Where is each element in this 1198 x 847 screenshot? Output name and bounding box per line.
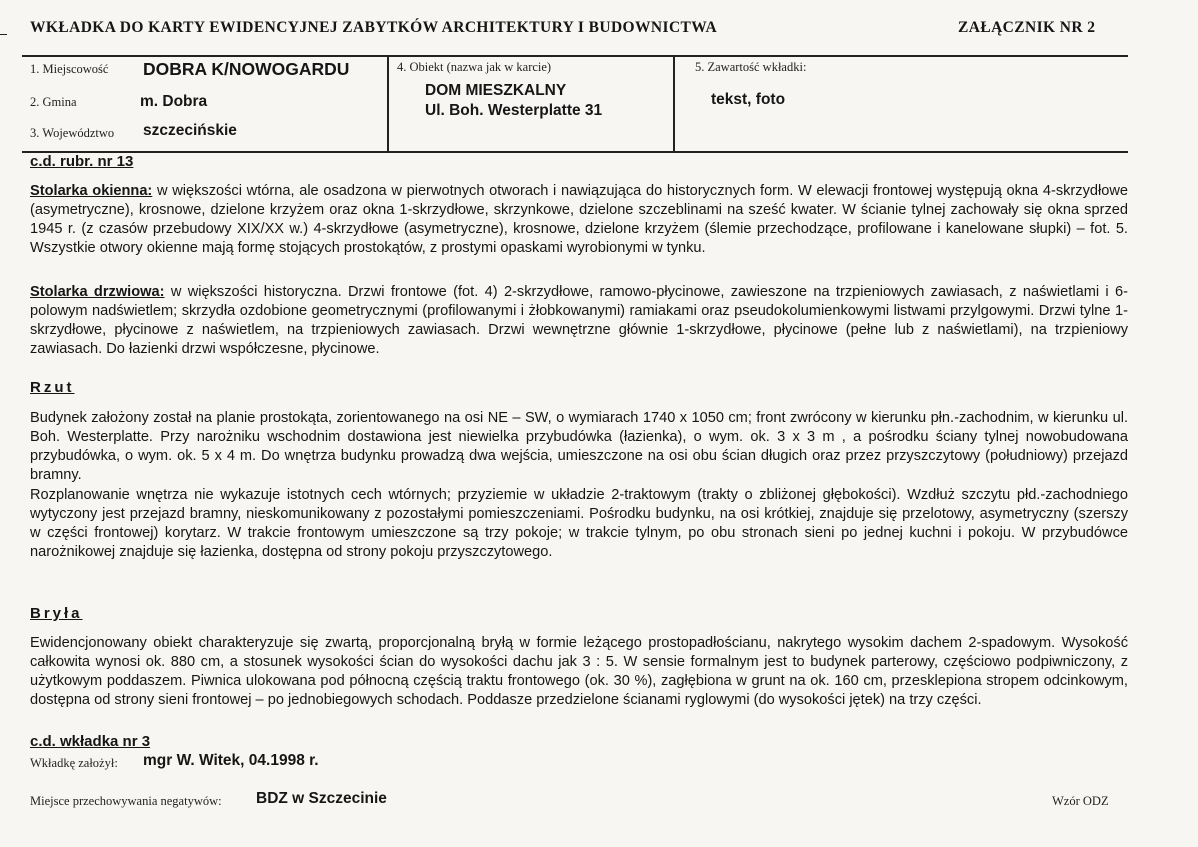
- author-value: mgr W. Witek, 04.1998 r.: [143, 752, 319, 769]
- negatives-value: BDZ w Szczecinie: [256, 790, 387, 807]
- locality-field: [30, 60, 108, 78]
- commune-label: 2. Gmina: [30, 95, 77, 109]
- windows-paragraph: [30, 182, 1128, 258]
- annex-number: ZAŁĄCZNIK NR 2: [958, 19, 1096, 36]
- commune-value: m. Dobra: [140, 93, 208, 110]
- locality-label: 1. Miejscowość: [30, 62, 109, 76]
- field-bottom-rule: [22, 151, 1128, 153]
- continuation-bottom: c.d. wkładka nr 3: [30, 733, 151, 750]
- windows-text: w większości wtórna, ale osadzona w pierwotnych otworach i nawiązująca do historycznych form. W elewacji frontowej występują okna 4-skrzydłowe (asymetryczne), krosnowe, dzielone krzyżem oraz okna 1-skrzydłowe, skrzynkowe, dzielone szczeblinami na sześć kwater. W ścianie tylnej zachowały się okna sprzed 1945 r. (z czasów przebudowy XIX/XX w.) 4-skrzydłowe (asymetryczne), krosnowe, dzielone krzyżem (ślemie przechodzące, profilowane i kanelowane słupki) – fot. 5. Wszystkie otwory okienne mają formę stojących prostokątów, z prostymi opaskami wyrobionymi w tynku.: [30, 183, 1128, 256]
- contents-label: 5. Zawartość wkładki:: [695, 60, 807, 74]
- author-label: Wkładkę założył:: [30, 756, 118, 770]
- body-heading: Bryła: [30, 605, 83, 622]
- continuation-top: c.d. rubr. nr 13: [30, 153, 134, 170]
- voivodeship-value: szczecińskie: [143, 122, 237, 139]
- object-address: Ul. Boh. Westerplatte 31: [425, 102, 603, 119]
- doors-heading: Stolarka drzwiowa:: [30, 284, 165, 300]
- form-title: WKŁADKA DO KARTY EWIDENCYJNEJ ZABYTKÓW ARCHITEKTURY I BUDOWNICTWA: [30, 19, 718, 36]
- doors-paragraph: [30, 283, 1128, 359]
- field-divider-1: [387, 55, 389, 152]
- form-code: Wzór ODZ: [1052, 794, 1109, 808]
- locality-value: DOBRA K/NOWOGARDU: [143, 59, 350, 79]
- plan-paragraph-2: Rozplanowanie wnętrza nie wykazuje istotnych cech wtórnych; przyziemie w układzie 2-traktowym (trakty o zbliżonej głębokości). Wzdłuż szczytu płd.-zachodniego wytyczony jest przejazd bramny, nieskomunikowany z pozostałymi pomieszczeniami. Pośrodku budynku, na osi krótkiej, znajduje się przelotowy, asymetryczny (szerszy w części frontowej) korytarz. W trakcie frontowym umieszczone są trzy pokoje; w trakcie tylnym, po obu stronach sieni po jednej kuchni i pokoju. W przybudówce narożnikowej znajduje się łazienka, dostępna od strony pokoju przyszczytowego.: [30, 487, 1128, 560]
- plan-heading: Rzut: [30, 379, 75, 396]
- body-paragraph: Ewidencjonowany obiekt charakteryzuje się zwartą, proporcjonalną bryłą w formie leżącego prostopadłościanu, nakrytego wysokim dachem 2-spadowym. Wysokość całkowita wynosi ok. 880 cm, a stosunek wysokości ścian do wysokości dachu jak 3 : 5. W sensie formalnym jest to budynek parterowy, częściowo podpiwniczony, z użytkowym poddaszem. Piwnica ulokowana pod północną częścią traktu frontowego (ok. 30 %), zagłębiona w grunt na ok. 160 cm, przesklepiona stropem odcinkowym, dostępna od strony sieni frontowej – po jednobiegowych schodach. Poddasze przedzielone ścianami ryglowymi (do wysokości jętek) na trzy części.: [30, 635, 1128, 708]
- negatives-label: Miejsce przechowywania negatywów:: [30, 794, 222, 808]
- margin-tick: [0, 34, 7, 35]
- plan-paragraph-1: Budynek założony został na planie prostokąta, zorientowanego na osi NE – SW, o wymiarach 1740 x 1050 cm; front zwrócony w kierunku płn.-zachodnim, w kierunku ul. Boh. Westerplatte. Przy narożniku wschodnim dostawiona jest niewielka przybudówka (łazienka), o wym. ok. 3 x 3 m , a pośrodku ściany tylnej nowobudowana przybudówka, o wym. ok. 5 x 4 m. Do wnętrza budynku prowadzą dwa wejścia, umieszczone na osi obu ścian długich oraz przez przyszczytowy (południowy) przejazd bramny.: [30, 410, 1128, 483]
- field-divider-2: [673, 55, 675, 152]
- voivodeship-label: 3. Województwo: [30, 126, 115, 140]
- object-name: DOM MIESZKALNY: [425, 82, 567, 99]
- windows-heading: Stolarka okienna:: [30, 183, 153, 199]
- object-label: 4. Obiekt (nazwa jak w karcie): [397, 60, 552, 74]
- contents-value: tekst, foto: [711, 91, 786, 108]
- top-rule: [22, 55, 1128, 57]
- doors-text: w większości historyczna. Drzwi frontowe (fot. 4) 2-skrzydłowe, ramowo-płycinowe, zawieszone na trzpieniowych zawiasach, z naświetlami i 6-polowym nadświetlem; skrzydła ozdobione geometrycznymi (profilowanymi i żłobkowanymi) ramiakami oraz pseudokolumienkowymi listwami przylgowymi. Drzwi tylne 1-skrzydłowe, płycinowe z naświetlem, na trzpieniowych zawiasach. Drzwi wewnętrzne głównie 1-skrzydłowe, płycinowe (pełne lub z naświetlami), na trzpieniowy zawiasach. Do łazienki drzwi współczesne, płycinowe.: [30, 284, 1128, 357]
